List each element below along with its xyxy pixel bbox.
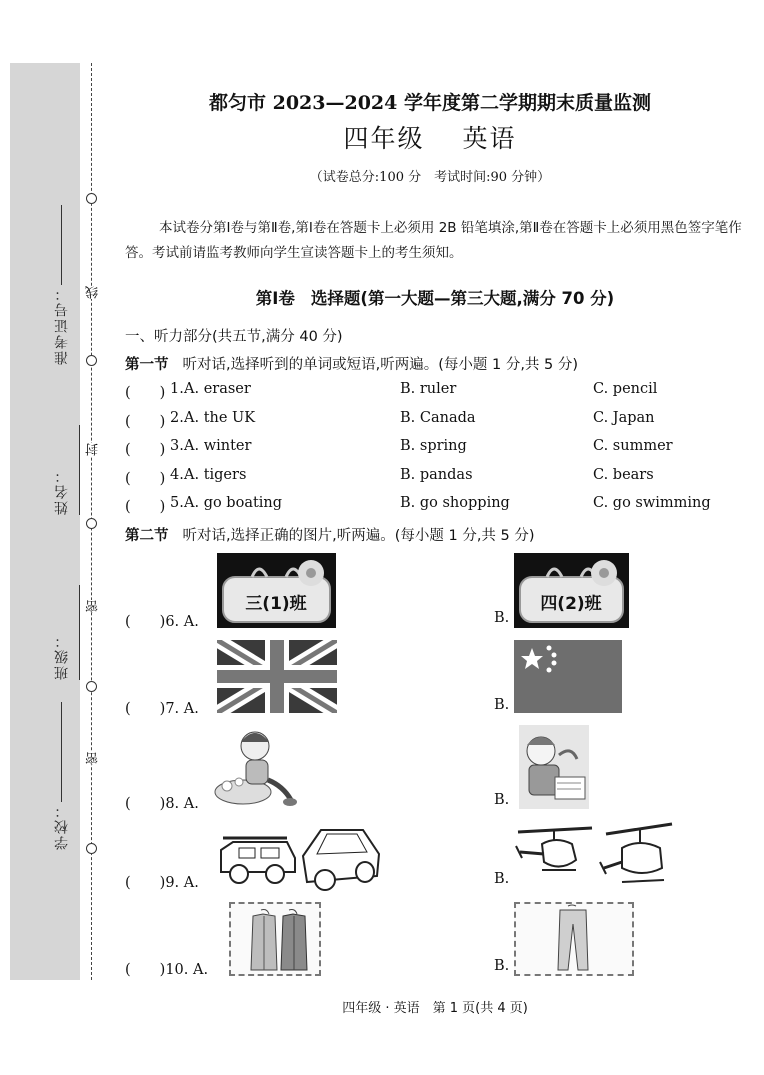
question-row xyxy=(125,495,745,517)
q8-b-label: B. xyxy=(494,792,510,808)
answer-blank[interactable]: ( ) xyxy=(125,414,166,430)
section1-heading: 第一节 听对话,选择听到的单词或短语,听两遍。(每小题 1 分,共 5 分) xyxy=(125,357,579,373)
binding-hole xyxy=(86,193,97,204)
class-sign-a-image xyxy=(217,553,336,628)
subject: 英语 xyxy=(462,124,517,153)
girl-washing-clothes-image xyxy=(213,724,298,810)
option-b: B. pandas xyxy=(400,467,473,483)
binding-hole xyxy=(86,681,97,692)
grade: 四年级 xyxy=(343,124,425,153)
option-c: C. go swimming xyxy=(593,495,711,511)
q7-b-label: B. xyxy=(494,697,510,713)
option-a: A. eraser xyxy=(184,381,251,397)
exam-number-field[interactable]: 准考证号： xyxy=(52,180,80,365)
option-a: A. tigers xyxy=(184,467,247,483)
option-a: A. the UK xyxy=(184,410,256,426)
option-b: B. spring xyxy=(400,438,467,454)
question-number: 3. xyxy=(170,438,184,454)
seal-mark: 密 xyxy=(86,600,101,613)
seal-mark: 密 xyxy=(86,752,101,765)
q10-b-label: B. xyxy=(494,958,510,974)
question-number: 1. xyxy=(170,381,184,397)
question-number: 5. xyxy=(170,495,184,511)
answer-blank[interactable]: ( ) xyxy=(125,385,166,401)
q10-label: ( )10. A. xyxy=(125,962,209,978)
class-field[interactable]: 班级： xyxy=(52,540,80,680)
section2-heading: 第二节 听对话,选择正确的图片,听两遍。(每小题 1 分,共 5 分) xyxy=(125,528,535,544)
option-b: B. ruler xyxy=(400,381,457,397)
school-field[interactable]: 学校： xyxy=(52,700,80,850)
listening-heading: 一、听力部分(共五节,满分 40 分) xyxy=(125,329,343,345)
uk-flag-image xyxy=(217,640,337,713)
answer-blank[interactable]: ( ) xyxy=(125,442,166,458)
class-sign-a-text: 三(1)班 xyxy=(245,594,307,614)
part-heading: 第Ⅰ卷 选择题(第一大题—第三大题,满分 70 分) xyxy=(255,289,615,308)
jeep-and-car-image xyxy=(217,820,382,892)
helicopters-image xyxy=(514,822,674,892)
question-row xyxy=(125,467,745,489)
page-footer: 四年级 · 英语 第 1 页(共 4 页) xyxy=(342,1001,528,1016)
q9-label: ( )9. A. xyxy=(125,875,199,891)
question-row xyxy=(125,438,745,460)
binding-hole xyxy=(86,518,97,529)
binding-hole xyxy=(86,843,97,854)
question-number: 2. xyxy=(170,410,184,426)
q6-label: ( )6. A. xyxy=(125,614,199,630)
q7-label: ( )7. A. xyxy=(125,701,199,717)
option-c: C. bears xyxy=(593,467,654,483)
q9-b-label: B. xyxy=(494,871,510,887)
seal-mark: 封 xyxy=(86,443,101,456)
option-c: C. pencil xyxy=(593,381,658,397)
q6-b-label: B. xyxy=(494,610,510,626)
trousers-image xyxy=(514,902,634,976)
jackets-image xyxy=(229,902,321,976)
question-row xyxy=(125,410,745,432)
option-c: C. Japan xyxy=(593,410,655,426)
boy-drawing-image xyxy=(519,725,589,809)
option-b: B. Canada xyxy=(400,410,476,426)
instructions: 本试卷分第Ⅰ卷与第Ⅱ卷,第Ⅰ卷在答题卡上必须用 2B 铅笔填涂,第Ⅱ卷在答题卡上必须用黑色签字笔作答。考试前请监考教师向学生宣读答题卡上的考生须知。 xyxy=(125,220,742,261)
name-field[interactable]: 姓名： xyxy=(52,380,80,515)
class-sign-b-image xyxy=(514,553,629,628)
option-a: A. go boating xyxy=(184,495,283,511)
question-number: 4. xyxy=(170,467,184,483)
china-flag-image xyxy=(514,640,622,713)
question-row xyxy=(125,381,745,403)
exam-meta: （试卷总分:100 分 考试时间:90 分钟） xyxy=(309,170,551,185)
class-sign-b-text: 四(2)班 xyxy=(540,594,602,614)
q8-label: ( )8. A. xyxy=(125,796,199,812)
binding-hole xyxy=(86,355,97,366)
seal-mark: 线 xyxy=(86,286,101,299)
option-b: B. go shopping xyxy=(400,495,510,511)
answer-blank[interactable]: ( ) xyxy=(125,499,166,515)
exam-title: 都匀市 2023—2024 学年度第二学期期末质量监测 xyxy=(209,92,651,114)
option-c: C. summer xyxy=(593,438,673,454)
exam-subtitle xyxy=(160,119,700,155)
option-a: A. winter xyxy=(184,438,252,454)
answer-blank[interactable]: ( ) xyxy=(125,471,166,487)
